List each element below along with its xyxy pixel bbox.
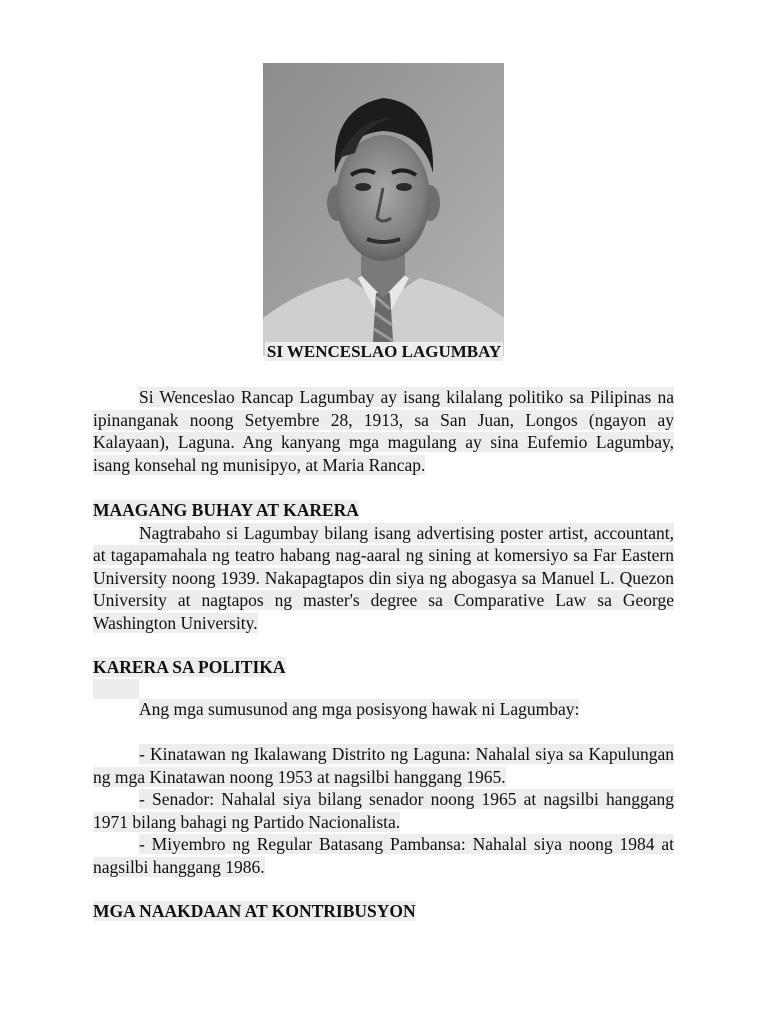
positions-list: [93, 743, 674, 879]
politics-section: [93, 656, 674, 699]
early-life-section: [93, 499, 674, 635]
early-life-paragraph: Nagtrabaho si Lagumbay bilang isang advertising poster artist, accountant, at tagapamahala ng teatro habang nag-aaral ng sining at komersiyo sa Far Eastern University noong 1939. Nakapagtapos din siya ng abogasya sa Manuel L. Quezon University at nagtapos ng master's degree sa Comparative Law sa George Washington University.: [93, 522, 674, 633]
portrait-illustration: [263, 63, 504, 356]
position-item: - Senador: Nahalal siya bilang senador noong 1965 at nagsilbi hanggang 1971 bilang bahagi ng Partido Nacionalista.: [93, 789, 674, 832]
achievements-section: [93, 900, 674, 923]
position-item: - Miyembro ng Regular Batasang Pambansa: Nahalal siya noong 1984 at nagsilbi hanggang 1986.: [93, 834, 674, 877]
empty-indent-line: [93, 679, 139, 699]
intro-paragraph: Si Wenceslao Rancap Lagumbay ay isang kilalang politiko sa Pilipinas na ipinanganak noong Setyembre 28, 1913, sa San Juan, Longos (ngayon ay Kalayaan), Laguna. Ang kanyang mga magulang ay sina Eufemio Lagumbay, isang konsehal ng munisipyo, at Maria Rancap.: [93, 387, 674, 475]
politics-lead: Ang mga sumusunod ang mga posisyong hawak ni Lagumbay:: [139, 699, 580, 719]
politics-lead-block: [93, 698, 674, 721]
early-life-heading: MAAGANG BUHAY AT KARERA: [93, 500, 359, 520]
portrait-photo: [263, 63, 504, 356]
intro-section: [93, 386, 674, 476]
document-title: SI WENCESLAO LAGUMBAY: [266, 342, 502, 361]
position-item: - Kinatawan ng Ikalawang Distrito ng Laguna: Nahalal siya sa Kapulungan ng mga Kinatawan noong 1953 at nagsilbi hanggang 1965.: [93, 744, 674, 787]
achievements-heading: MGA NAAKDAAN AT KONTRIBUSYON: [93, 901, 416, 921]
politics-heading: KARERA SA POLITIKA: [93, 657, 286, 677]
